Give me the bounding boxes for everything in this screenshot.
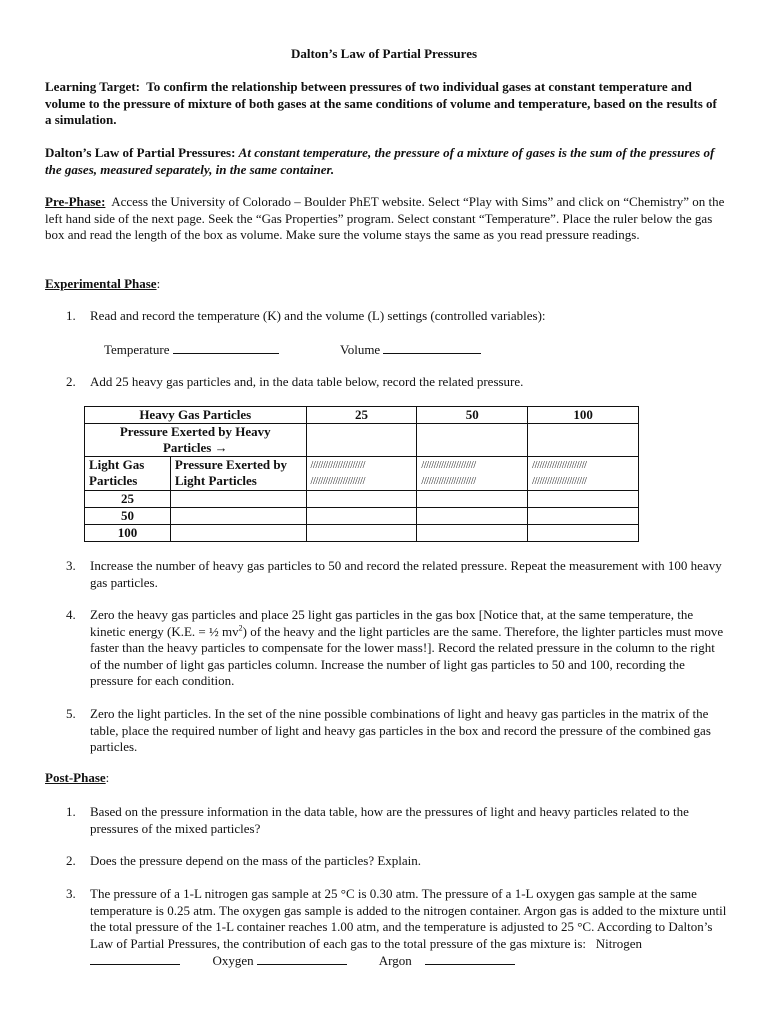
table-row	[85, 424, 639, 457]
pre-phase-text: Access the University of Colorado – Boulder PhET website. Select “Play with Sims” and click on “Chemistry” on the left hand side of the next page. Seek the “Gas Properties” program. Select constant “Temperature”. Place the ruler below the gas box and read the length of the box as volume. Make sure the volume stays the same as you read pressure readings.	[45, 194, 725, 242]
data-entry-cell[interactable]	[417, 508, 528, 525]
table-row	[85, 407, 639, 424]
argon-label: Argon	[378, 953, 412, 968]
hatched-cell: ////////////////////// //////////////////////	[417, 457, 528, 491]
data-entry-cell[interactable]	[170, 508, 306, 525]
light-count-cell: 25	[85, 491, 171, 508]
heavy-count-cell: 25	[306, 407, 417, 424]
worksheet-page: Dalton’s Law of Partial Pressures Learning Target: To confirm the relationship between pressures of two individual gases at constant temperature and volume to the pressure of mixture of both gases at the same conditions of volume and temperature, based on the results of a simulation. Dalton’s Law of Partial Pressures: At constant temperature, the pressure of a mixture of gases is the sum of the pressures of the gases, measured separately, in the same container. Pre-Phase: Access the University of Colorado – Boulder PhET website. Select “Play with Sims” and click on “Chemistry” on the left hand side of the next page. Seek the “Gas Properties” program. Select constant “Temperature”. Place the ruler below the gas box and read the length of the box as volume. Make sure the volume stays the same as you read pressure readings. Experimental Phase: 1. Read and record the temperature (K) and the volume (L) settings (controlled variables): Temperature Volume 2. Add 25 heavy gas particles and, in the data table below, record the related pressure. Heavy Gas Particles 25 50 100 Pressure Exerted by Heavy Particles → Light Gas Particles Pressure Exerted by Light Particles ////////////////////// ////////////////////// ////////////////////// ////////////////////// ////////////////////// ////////////////////// 25 50 100 3. Increase the number of heavy gas particles to 50 and record the related pressure. Repeat the measurement with 100 heavy gas particles. 4. Zero the heavy gas particles and place 25 light gas particles in the gas box [Notice that, at the same temperature, the kinetic energy (K.E. = ½ $mv^2$) of the heavy and the light particles are the same. Therefore, the lighter particles must move faster than the heavy particles to compensate for the lower mass!]. Record the related pressure in the column to the right of the number of light gas particles column. Increase the number of light gas particles to 50 and 100, recording the pressure for each condition. 5. Zero the light particles. In the set of the nine possible combinations of light and heavy gas particles in the matrix of the table, place the required number of light and heavy gas particles in the box and record the pressure of the combined gas particles. Post-Phase: 1. Based on the pressure information in the data table, how are the pressures of light and heavy particles related to the pressures of the mixed particles? 2. Does the pressure depend on the mass of the particles? Explain. 3. The pressure of a 1-L nitrogen gas sample at 25 °C is 0.30 atm. The pressure of a 1-L oxygen gas sample at the same temperature is 0.25 atm. The oxygen gas sample is added to the nitrogen container. Argon gas is added to the mixture until the total pressure of the 1-L container reaches 1.00 atm, and the temperature is adjusted to 25 °C. According to Dalton’s Law of Partial Pressures, the contribution of each gas to the total pressure of the gas mixture is: Nitrogen Oxygen Argon	[0, 0, 768, 1024]
oxygen-blank[interactable]	[257, 952, 347, 965]
data-entry-cell[interactable]	[306, 424, 417, 457]
data-entry-cell[interactable]	[417, 424, 528, 457]
data-entry-cell[interactable]	[528, 525, 639, 542]
data-entry-cell[interactable]	[170, 491, 306, 508]
light-count-cell: 100	[85, 525, 171, 542]
nitrogen-blank[interactable]	[90, 952, 180, 965]
law-text: At constant temperature, the pressure of a mixture of gases is the sum of the pressures of the gases, measured separately, in the same container.	[45, 145, 715, 177]
post-phase-heading: Post-Phase:	[45, 770, 110, 785]
volume-field	[340, 341, 481, 359]
light-count-cell: 50	[85, 508, 171, 525]
pressure-heavy-header-cell: Pressure Exerted by Heavy Particles →	[85, 424, 307, 457]
data-entry-cell[interactable]	[306, 491, 417, 508]
pressure-light-header-cell: Pressure Exerted by Light Particles	[170, 457, 306, 491]
pre-phase-label: Pre-Phase:	[45, 194, 106, 209]
experimental-phase-heading: Experimental Phase:	[45, 276, 161, 291]
pre-phase	[45, 194, 725, 244]
volume-label: Volume	[340, 342, 381, 357]
table-row	[85, 525, 639, 542]
hatched-cell: ////////////////////// //////////////////////	[306, 457, 417, 491]
data-entry-cell[interactable]	[170, 525, 306, 542]
temperature-label: Temperature	[104, 342, 170, 357]
law-label: Dalton’s Law of Partial Pressures:	[45, 145, 236, 160]
learning-target	[45, 79, 725, 129]
temperature-blank[interactable]	[173, 341, 279, 354]
law-statement	[45, 145, 725, 178]
table-row	[85, 491, 639, 508]
data-table	[84, 406, 639, 542]
table-row	[85, 457, 639, 491]
table-row	[85, 508, 639, 525]
heavy-header-cell: Heavy Gas Particles	[85, 407, 307, 424]
heavy-count-cell: 100	[528, 407, 639, 424]
argon-blank[interactable]	[425, 952, 515, 965]
heavy-count-cell: 50	[417, 407, 528, 424]
data-entry-cell[interactable]	[417, 525, 528, 542]
data-entry-cell[interactable]	[528, 508, 639, 525]
data-entry-cell[interactable]	[417, 491, 528, 508]
temperature-field	[104, 341, 279, 359]
learning-target-label: Learning Target:	[45, 79, 140, 94]
data-entry-cell[interactable]	[306, 525, 417, 542]
volume-blank[interactable]	[383, 341, 481, 354]
nitrogen-label: Nitrogen	[595, 935, 643, 951]
hatched-cell: ////////////////////// //////////////////////	[528, 457, 639, 491]
data-entry-cell[interactable]	[528, 491, 639, 508]
page-title: Dalton’s Law of Partial Pressures	[290, 46, 478, 61]
oxygen-label: Oxygen	[212, 953, 254, 968]
data-entry-cell[interactable]	[306, 508, 417, 525]
data-entry-cell[interactable]	[528, 424, 639, 457]
light-header-cell: Light Gas Particles	[85, 457, 171, 491]
learning-target-text: To confirm the relationship between pressures of two individual gases at constant temperature and volume to the pressure of mixture of both gases at the same conditions of volume and temperature, based on the results of a simulation.	[45, 79, 717, 127]
